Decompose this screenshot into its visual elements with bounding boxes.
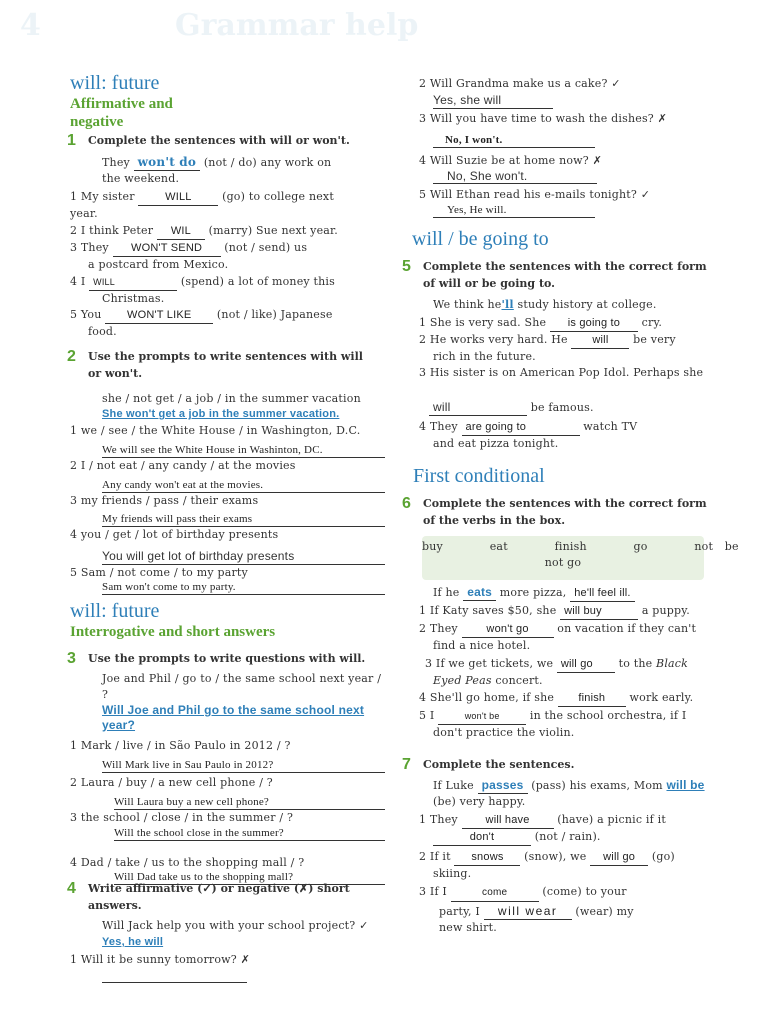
item-text: watch TV [583,420,638,433]
item-answer[interactable]: will wear [484,903,572,920]
item-text: rich in the future. [433,350,536,363]
section-subtitle: Interrogative and short answers [70,624,276,640]
item-answer[interactable]: will have [462,812,554,829]
item-text: party, I [439,905,480,918]
exercise-instructions: Complete the sentences with the correct form [423,260,707,273]
item-text: 3 His sister is on American Pop Idol. Perhaps she [419,366,704,379]
example-line [405,777,725,794]
item-question: 3 Will you have time to wash the dishes? ✗ [419,112,668,125]
example-answer: he'll feel ill. [570,585,634,602]
example-text: They [102,156,130,169]
example-answer: Will Joe and Phil go to the same school next [102,703,365,717]
item-answer[interactable]: will [571,332,629,349]
item-3 [405,656,725,673]
exercise-number: 5 [402,258,411,275]
item-4 [70,274,385,291]
item-answer[interactable]: No, I won't. [433,133,595,148]
item-question: 4 Will Suzie be at home now? ✗ [419,154,602,167]
page-number: 4 [20,8,41,43]
item-prompt: 3 the school / close / in the summer / ? [70,811,294,824]
item-text: a puppy. [641,604,690,617]
exercise-instructions: Use the prompts to write sentences with will [88,350,363,363]
example-text: (pass) his exams, Mom [531,779,663,792]
exercise-3 [67,650,385,885]
exercise-number: 6 [402,495,411,512]
item-text: (marry) Sue next year. [208,224,338,237]
item-text: (not / send) us [224,241,308,254]
item-answer[interactable]: are going to [462,419,580,436]
item-4 [405,419,725,436]
example-answer: She won't get a job in the summer vacation. [102,408,340,420]
example-line [405,297,725,313]
item-answer[interactable]: WILL [138,189,218,206]
item-text: cry. [641,316,663,329]
exercise-instructions: answers. [88,899,142,912]
item-prompt: 1 Mark / live / in São Paulo in 2012 / ? [70,739,291,752]
exercise-4-continued [405,76,725,218]
exercise-number: 1 [67,132,76,149]
item-question: 5 Will Ethan read his e-mails tonight? ✓ [419,188,651,201]
item-prompt: 1 we / see / the White House / in Washington, D.C. [70,424,361,437]
item-text: 4 She'll go home, if she [419,691,555,704]
exercise-number: 3 [67,650,76,667]
exercise-4 [67,880,385,983]
item-2 [405,621,725,638]
item-text: (have) a picnic if it [557,813,666,826]
item-question: 2 Will Grandma make us a cake? ✓ [419,77,621,90]
item-text: Christmas. [102,292,165,305]
exercise-1 [67,132,385,340]
exercise-instructions: Complete the sentences. [423,758,575,771]
item-answer[interactable]: WON'T LIKE [105,307,213,324]
example-question: Will Jack help you with your school project? ✓ [102,919,369,932]
item-text: (not / like) Japanese [216,308,333,321]
item-prompt: 2 Laura / buy / a new cell phone / ? [70,776,273,789]
item-answer[interactable]: WON'T SEND [113,240,221,257]
example-text: We think he [433,298,502,311]
item-answer[interactable]: will go [590,849,648,866]
section-title: First conditional [413,465,545,487]
exercise-instructions: Write affirmative (✓) or negative (✗) short [88,882,350,895]
item-3 [405,884,725,902]
example-text: (be) very happy. [433,795,526,808]
item-text: skiing. [433,867,472,880]
item-answer[interactable]: Will Dad take us to the shopping mall? [114,871,385,885]
section-subtitle-line1: Affirmative and [70,96,173,112]
item-text: (come) to your [542,885,627,898]
item-text: food. [88,325,117,338]
item-text: a postcard from Mexico. [88,258,229,271]
example-answer: 'll [501,298,514,311]
item-text: work early. [629,691,694,704]
item-answer[interactable]: No, She won't. [433,169,597,184]
example-answer: won't do [134,154,200,171]
item-text: to the [618,657,653,670]
item-text: year. [70,207,98,220]
item-prompt: 4 Dad / take / us to the shopping mall / ? [70,856,305,869]
item-1 [405,812,725,829]
exercise-number: 4 [67,880,76,897]
word-box-line: buy eat finish go not be [422,540,739,553]
item-question: 1 Will it be sunny tomorrow? ✗ [70,953,251,966]
example-answer: Yes, he will [102,936,164,948]
example-answer: passes [478,777,528,794]
item-text: 2 He works very hard. He [419,333,568,346]
item-1 [405,315,725,332]
item-5 [70,307,385,324]
item-answer[interactable]: will go [557,656,615,673]
example-prompt: Joe and Phil / go to / the same school next year / ? [102,672,382,701]
example-prompt: she / not get / a job / in the summer vacation [102,392,361,405]
section-will-future [70,72,385,131]
item-answer[interactable]: Yes, He will. [433,203,595,218]
item-3-cont [405,903,725,920]
item-text: 3 They [70,241,109,254]
exercise-instructions: Complete the sentences with will or won't. [88,134,350,147]
word-box-line: not go [544,556,582,569]
page-title: Grammar help [175,8,419,43]
exercise-7 [402,756,725,936]
item-text: 5 I [419,709,435,722]
section-subtitle-line2: negative [70,114,124,130]
item-2 [405,332,725,349]
item-text: 2 If it [419,850,451,863]
item-text: 2 They [419,622,458,635]
item-prompt: 5 Sam / not come / to my party [70,566,248,579]
item-3-answer-line [405,399,725,416]
example-answer: year? [102,718,136,732]
exercise-instructions: or won't. [88,367,143,380]
item-answer[interactable]: won't be [438,708,526,725]
item-text: in the school orchestra, if I [529,709,687,722]
exercise-instructions: Complete the sentences with the correct form [423,497,707,510]
item-answer[interactable]: Yes, she will [433,92,553,109]
item-answer[interactable]: is going to [550,315,638,332]
section-title: will / be going to [412,228,549,250]
item-answer[interactable]: WILL [89,274,177,291]
section-first-conditional [413,465,733,488]
exercise-number: 2 [67,348,76,365]
item-text: 4 I [70,275,86,288]
item-answer[interactable]: Any candy won't eat at the movies. [102,478,385,493]
item-answer[interactable]: don't [433,829,531,846]
item-text: be very [633,333,676,346]
item-answer[interactable]: Will Laura buy a new cell phone? [114,795,385,810]
item-text: 1 They [419,813,458,826]
item-text: 1 If Katy saves $50, she [419,604,557,617]
item-text: 1 My sister [70,190,135,203]
section-will-future-interrogative [70,600,385,641]
example-text: If he [433,586,460,599]
item-3-cont [405,673,725,689]
example-line [405,584,725,602]
item-1-cont [405,829,725,846]
item-prompt: 4 you / get / lot of birthday presents [70,528,279,541]
example-answer: eats [463,584,496,601]
item-text: 2 I think Peter [70,224,154,237]
exercise-2 [67,348,385,595]
word-box [422,536,739,580]
item-text: (snow), we [524,850,587,863]
item-1 [70,189,385,206]
exercise-instructions: Use the prompts to write questions with will. [88,652,366,665]
item-answer-blank[interactable] [102,968,247,983]
item-3 [70,240,385,257]
item-answer[interactable]: WIL [157,223,205,240]
item-text: 3 If I [419,885,447,898]
item-prompt: 3 my friends / pass / their exams [70,494,259,507]
item-text: (wear) my [575,905,634,918]
item-answer[interactable]: will [429,399,527,416]
item-1 [405,603,725,620]
item-text: 4 They [419,420,458,433]
exercise-instructions: of will or be going to. [423,277,555,290]
item-2 [70,223,385,240]
item-text: find a nice hotel. [433,639,531,652]
example-text: study history at college. [517,298,657,311]
item-text: on vacation if they can't [557,622,697,635]
example-text: the weekend. [102,172,180,185]
example-answer: will be [666,778,705,792]
item-answer[interactable]: Will Mark live in Sau Paulo in 2012? [102,758,385,773]
item-text: and eat pizza tonight. [433,437,559,450]
item-answer[interactable]: My friends will pass their exams [102,512,385,527]
example-text: (not / do) any work on [203,156,332,169]
section-title: will: future [70,600,160,622]
item-answer[interactable]: come [451,885,539,902]
section-title: will: future [70,72,160,94]
exercise-number: 7 [402,756,411,773]
exercise-instructions: of the verbs in the box. [423,514,566,527]
item-text: (not / rain). [534,830,601,843]
example-text: If Luke [433,779,474,792]
item-text: 3 If we get tickets, we [425,657,554,670]
item-text: (spend) a lot of money this [180,275,335,288]
item-answer[interactable]: snows [454,849,520,866]
item-5 [405,708,725,725]
item-answer[interactable]: won't go [462,621,554,638]
item-text: Black [656,657,689,670]
item-text: 5 You [70,308,102,321]
item-4 [405,690,725,707]
item-answer[interactable]: You will get lot of birthday presents [102,549,385,565]
item-text: new shirt. [439,921,497,934]
item-text: concert. [495,674,543,687]
example-line [70,154,385,171]
item-text: be famous. [530,401,594,414]
item-text: Eyed Peas [433,674,492,687]
item-text: don't practice the violin. [433,726,575,739]
exercise-6 [402,495,739,741]
item-answer[interactable]: We will see the White House in Washinton, DC. [102,443,385,458]
item-text: (go) [651,850,675,863]
item-2 [405,849,725,866]
example-text: more pizza, [499,586,567,599]
exercise-5 [402,258,725,452]
item-answer[interactable]: Sam won't come to my party. [102,581,385,595]
item-answer[interactable]: finish [558,690,626,707]
item-answer[interactable]: will buy [560,603,638,620]
item-answer[interactable]: Will the school close in the summer? [114,826,385,841]
item-text: (go) to college next [222,190,334,203]
section-will-going-to [412,228,732,251]
item-text: 1 She is very sad. She [419,316,547,329]
item-prompt: 2 I / not eat / any candy / at the movies [70,459,296,472]
